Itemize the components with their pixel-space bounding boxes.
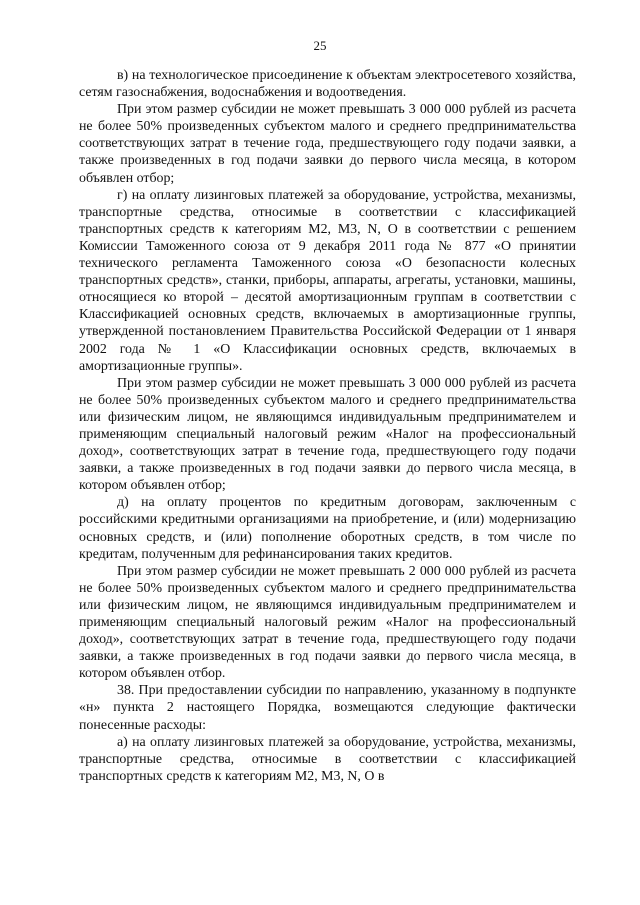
page-number: 25 (313, 38, 327, 53)
paragraph-subsidy-limit-3: При этом размер субсидии не может превышать 2 000 000 рублей из расчета не более 50% произведенных субъектом малого и среднего предпринимательства или физическим лицом, не являющимся индивидуальным предпринимателем и применяющим специальный налоговый режим «Налог на профессиональный доход», соответствующих затрат в течение года, предшествующего году подачи заявки, а также произведенных в год подачи заявки до первого числа месяца, в котором объявлен отбор. (79, 563, 576, 682)
paragraph-item-a: а) на оплату лизинговых платежей за оборудование, устройства, механизмы, транспортные средства, относимые в соответствии с классификацией транспортных средств к категориям М2, М3, N, О в (79, 734, 576, 784)
document-body (79, 67, 576, 785)
paragraph-item-v: в) на технологическое присоединение к объектам электросетевого хозяйства, сетям газоснабжения, водоснабжения и водоотведения. (79, 68, 576, 101)
paragraph-subsidy-limit-1: При этом размер субсидии не может превышать 3 000 000 рублей из расчета не более 50% произведенных субъектом малого и среднего предпринимательства соответствующих затрат в течение года, предшествующего году подачи заявки, а также произведенных в год подачи заявки до первого числа месяца, в котором объявлен отбор; (79, 102, 576, 186)
paragraph-item-g: г) на оплату лизинговых платежей за оборудование, устройства, механизмы, транспортные средства, относимые в соответствии с классификацией транспортных средств к категориям М2, М3, N, О в соответствии с решением Комиссии Таможенного союза от 9 декабря 2011 года № 877 «О принятии технического регламента Таможенного союза «О безопасности колесных транспортных средств», станки, приборы, аппараты, агрегаты, установки, машины, относящиеся ко второй – десятой амортизационным группам в соответствии с Классификацией основных средств, включаемых в амортизационные группы, утвержденной постановлением Правительства Российской Федерации от 1 января 2002 года № 1 «О Классификации основных средств, включаемых в амортизационные группы». (79, 187, 576, 374)
paragraph-clause-38: 38. При предоставлении субсидии по направлению, указанному в подпункте «н» пункта 2 настоящего Порядка, возмещаются следующие фактически понесенные расходы: (79, 683, 576, 733)
paragraph-subsidy-limit-2: При этом размер субсидии не может превышать 3 000 000 рублей из расчета не более 50% произведенных субъектом малого и среднего предпринимательства или физическим лицом, не являющимся индивидуальным предпринимателем и применяющим специальный налоговый режим «Налог на профессиональный доход», соответствующих затрат в течение года, предшествующего году подачи заявки, а также произведенных в год подачи заявки до первого числа месяца, в котором объявлен отбор; (79, 375, 576, 494)
paragraph-item-d: д) на оплату процентов по кредитным договорам, заключенным с российскими кредитными организациями на приобретение, и (или) модернизацию основных средств, и (или) пополнение оборотных средств, в том числе по кредитам, полученным для рефинансирования таких кредитов. (79, 495, 576, 562)
